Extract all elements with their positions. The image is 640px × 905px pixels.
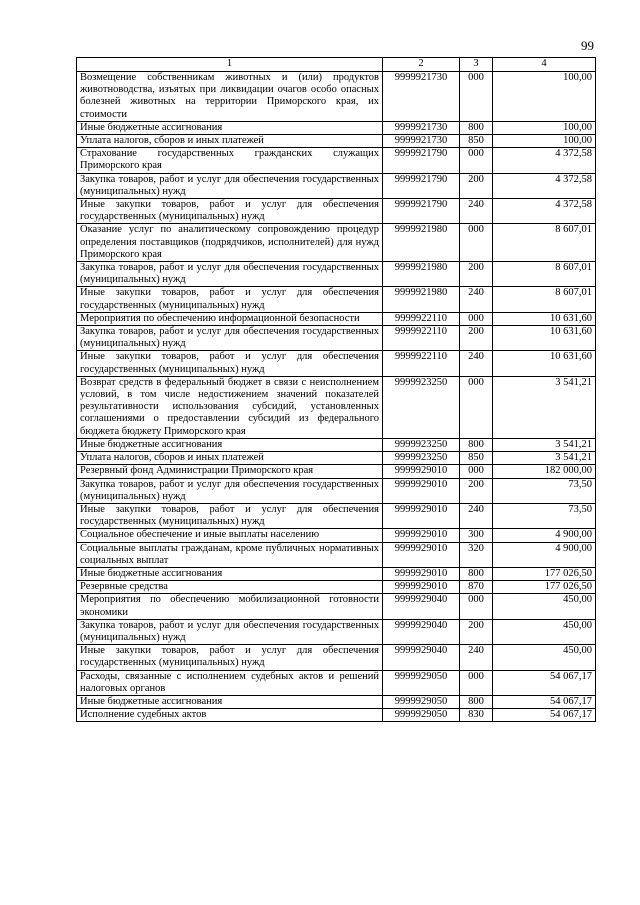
row-name: Возмещение собственникам животных и (или) продуктов животноводства, изъятых при ликвидации очагов особо опасных болезней животных на территории Приморского края, их стоимости bbox=[77, 72, 383, 122]
row-amount: 54 067,17 bbox=[493, 695, 596, 708]
row-name: Возврат средств в федеральный бюджет в связи с неисполнением условий, в том числе недостижением значений показателей результативности использования субсидий, установленных соглашениями о предоставлении субсидий из федерального бюджета бюджету Приморского края bbox=[77, 376, 383, 438]
row-code: 9999923250 bbox=[383, 376, 460, 438]
row-type: 000 bbox=[460, 312, 493, 325]
table-row bbox=[77, 287, 596, 312]
row-amount: 8 607,01 bbox=[493, 287, 596, 312]
table-row bbox=[77, 326, 596, 351]
row-code: 9999929050 bbox=[383, 670, 460, 695]
table-row bbox=[77, 542, 596, 567]
row-type: 800 bbox=[460, 121, 493, 134]
table-row bbox=[77, 529, 596, 542]
row-amount: 73,50 bbox=[493, 478, 596, 503]
row-code: 9999929040 bbox=[383, 645, 460, 670]
header-col-4: 4 bbox=[493, 58, 596, 72]
row-amount: 100,00 bbox=[493, 72, 596, 122]
row-type: 800 bbox=[460, 695, 493, 708]
row-amount: 450,00 bbox=[493, 619, 596, 644]
row-name: Резервный фонд Администрации Приморского края bbox=[77, 465, 383, 478]
row-code: 9999929050 bbox=[383, 695, 460, 708]
row-name: Уплата налогов, сборов и иных платежей bbox=[77, 452, 383, 465]
row-name: Закупка товаров, работ и услуг для обеспечения государственных (муниципальных) нужд bbox=[77, 326, 383, 351]
row-type: 240 bbox=[460, 645, 493, 670]
row-type: 850 bbox=[460, 452, 493, 465]
table-row bbox=[77, 619, 596, 644]
table-row bbox=[77, 645, 596, 670]
row-code: 9999921790 bbox=[383, 173, 460, 198]
row-code: 9999929010 bbox=[383, 567, 460, 580]
row-type: 850 bbox=[460, 135, 493, 148]
row-name: Оказание услуг по аналитическому сопровождению процедур определения поставщиков (подрядчиков, исполнителей) для нужд Приморского края bbox=[77, 224, 383, 262]
row-amount: 54 067,17 bbox=[493, 670, 596, 695]
row-type: 800 bbox=[460, 567, 493, 580]
row-amount: 450,00 bbox=[493, 645, 596, 670]
row-code: 9999929040 bbox=[383, 619, 460, 644]
row-code: 9999929010 bbox=[383, 465, 460, 478]
row-type: 200 bbox=[460, 262, 493, 287]
row-amount: 100,00 bbox=[493, 135, 596, 148]
table-row bbox=[77, 709, 596, 722]
row-amount: 177 026,50 bbox=[493, 567, 596, 580]
table-row bbox=[77, 478, 596, 503]
table-row bbox=[77, 438, 596, 451]
row-code: 9999922110 bbox=[383, 351, 460, 376]
table-row bbox=[77, 262, 596, 287]
header-col-3: 3 bbox=[460, 58, 493, 72]
row-amount: 4 900,00 bbox=[493, 529, 596, 542]
row-code: 9999929010 bbox=[383, 581, 460, 594]
row-name: Иные закупки товаров, работ и услуг для обеспечения государственных (муниципальных) нужд bbox=[77, 351, 383, 376]
row-code: 9999929010 bbox=[383, 503, 460, 528]
row-name: Закупка товаров, работ и услуг для обеспечения государственных (муниципальных) нужд bbox=[77, 173, 383, 198]
row-amount: 4 372,58 bbox=[493, 148, 596, 173]
row-amount: 182 000,00 bbox=[493, 465, 596, 478]
row-amount: 8 607,01 bbox=[493, 262, 596, 287]
table-row bbox=[77, 148, 596, 173]
row-type: 000 bbox=[460, 465, 493, 478]
row-code: 9999921980 bbox=[383, 224, 460, 262]
table-row bbox=[77, 581, 596, 594]
row-type: 000 bbox=[460, 72, 493, 122]
row-code: 9999921730 bbox=[383, 121, 460, 134]
row-type: 240 bbox=[460, 503, 493, 528]
table-row bbox=[77, 452, 596, 465]
table-row bbox=[77, 72, 596, 122]
row-type: 800 bbox=[460, 438, 493, 451]
row-name: Иные бюджетные ассигнования bbox=[77, 695, 383, 708]
row-amount: 3 541,21 bbox=[493, 376, 596, 438]
table-row bbox=[77, 594, 596, 619]
table-header-row bbox=[77, 58, 596, 72]
row-code: 9999922110 bbox=[383, 312, 460, 325]
row-type: 240 bbox=[460, 287, 493, 312]
table-row bbox=[77, 465, 596, 478]
row-name: Уплата налогов, сборов и иных платежей bbox=[77, 135, 383, 148]
row-type: 200 bbox=[460, 173, 493, 198]
table-body bbox=[77, 72, 596, 722]
row-type: 200 bbox=[460, 478, 493, 503]
row-name: Социальные выплаты гражданам, кроме публичных нормативных социальных выплат bbox=[77, 542, 383, 567]
row-name: Закупка товаров, работ и услуг для обеспечения государственных (муниципальных) нужд bbox=[77, 262, 383, 287]
row-code: 9999921730 bbox=[383, 135, 460, 148]
row-name: Расходы, связанные с исполнением судебных актов и решений налоговых органов bbox=[77, 670, 383, 695]
page-number: 99 bbox=[581, 38, 594, 53]
table-row bbox=[77, 121, 596, 134]
row-code: 9999923250 bbox=[383, 438, 460, 451]
row-code: 9999921790 bbox=[383, 148, 460, 173]
row-code: 9999929010 bbox=[383, 542, 460, 567]
row-type: 000 bbox=[460, 376, 493, 438]
budget-table bbox=[76, 57, 596, 722]
row-amount: 100,00 bbox=[493, 121, 596, 134]
row-amount: 4 372,58 bbox=[493, 199, 596, 224]
header-col-1: 1 bbox=[77, 58, 383, 72]
row-type: 000 bbox=[460, 594, 493, 619]
table-row bbox=[77, 670, 596, 695]
row-amount: 177 026,50 bbox=[493, 581, 596, 594]
row-amount: 10 631,60 bbox=[493, 351, 596, 376]
row-type: 240 bbox=[460, 199, 493, 224]
row-code: 9999922110 bbox=[383, 326, 460, 351]
row-type: 200 bbox=[460, 326, 493, 351]
row-name: Иные закупки товаров, работ и услуг для обеспечения государственных (муниципальных) нужд bbox=[77, 287, 383, 312]
row-name: Иные закупки товаров, работ и услуг для обеспечения государственных (муниципальных) нужд bbox=[77, 645, 383, 670]
row-type: 000 bbox=[460, 224, 493, 262]
row-code: 9999929040 bbox=[383, 594, 460, 619]
table-row bbox=[77, 135, 596, 148]
table-row bbox=[77, 695, 596, 708]
table-row bbox=[77, 351, 596, 376]
row-type: 240 bbox=[460, 351, 493, 376]
row-name: Иные закупки товаров, работ и услуг для обеспечения государственных (муниципальных) нужд bbox=[77, 503, 383, 528]
row-code: 9999921730 bbox=[383, 72, 460, 122]
row-type: 000 bbox=[460, 148, 493, 173]
row-type: 000 bbox=[460, 670, 493, 695]
row-name: Иные закупки товаров, работ и услуг для обеспечения государственных (муниципальных) нужд bbox=[77, 199, 383, 224]
row-amount: 4 372,58 bbox=[493, 173, 596, 198]
row-name: Социальное обеспечение и иные выплаты населению bbox=[77, 529, 383, 542]
table-row bbox=[77, 224, 596, 262]
table-row bbox=[77, 312, 596, 325]
table-row bbox=[77, 173, 596, 198]
row-amount: 3 541,21 bbox=[493, 438, 596, 451]
row-name: Закупка товаров, работ и услуг для обеспечения государственных (муниципальных) нужд bbox=[77, 478, 383, 503]
row-type: 320 bbox=[460, 542, 493, 567]
table-row bbox=[77, 567, 596, 580]
table-row bbox=[77, 376, 596, 438]
row-type: 200 bbox=[460, 619, 493, 644]
table-row bbox=[77, 199, 596, 224]
row-name: Страхование государственных гражданских служащих Приморского края bbox=[77, 148, 383, 173]
row-type: 300 bbox=[460, 529, 493, 542]
row-name: Закупка товаров, работ и услуг для обеспечения государственных (муниципальных) нужд bbox=[77, 619, 383, 644]
header-col-2: 2 bbox=[383, 58, 460, 72]
row-code: 9999923250 bbox=[383, 452, 460, 465]
row-name: Мероприятия по обеспечению мобилизационной готовности экономики bbox=[77, 594, 383, 619]
row-name: Мероприятия по обеспечению информационной безопасности bbox=[77, 312, 383, 325]
row-name: Иные бюджетные ассигнования bbox=[77, 121, 383, 134]
row-name: Иные бюджетные ассигнования bbox=[77, 438, 383, 451]
table-row bbox=[77, 503, 596, 528]
row-code: 9999921980 bbox=[383, 287, 460, 312]
row-name: Исполнение судебных актов bbox=[77, 709, 383, 722]
row-code: 9999921980 bbox=[383, 262, 460, 287]
row-amount: 8 607,01 bbox=[493, 224, 596, 262]
row-amount: 54 067,17 bbox=[493, 709, 596, 722]
row-type: 830 bbox=[460, 709, 493, 722]
row-code: 9999929050 bbox=[383, 709, 460, 722]
row-name: Иные бюджетные ассигнования bbox=[77, 567, 383, 580]
row-amount: 73,50 bbox=[493, 503, 596, 528]
row-name: Резервные средства bbox=[77, 581, 383, 594]
row-amount: 3 541,21 bbox=[493, 452, 596, 465]
row-code: 9999921790 bbox=[383, 199, 460, 224]
row-code: 9999929010 bbox=[383, 478, 460, 503]
row-amount: 10 631,60 bbox=[493, 312, 596, 325]
row-amount: 10 631,60 bbox=[493, 326, 596, 351]
row-code: 9999929010 bbox=[383, 529, 460, 542]
row-amount: 4 900,00 bbox=[493, 542, 596, 567]
row-amount: 450,00 bbox=[493, 594, 596, 619]
row-type: 870 bbox=[460, 581, 493, 594]
